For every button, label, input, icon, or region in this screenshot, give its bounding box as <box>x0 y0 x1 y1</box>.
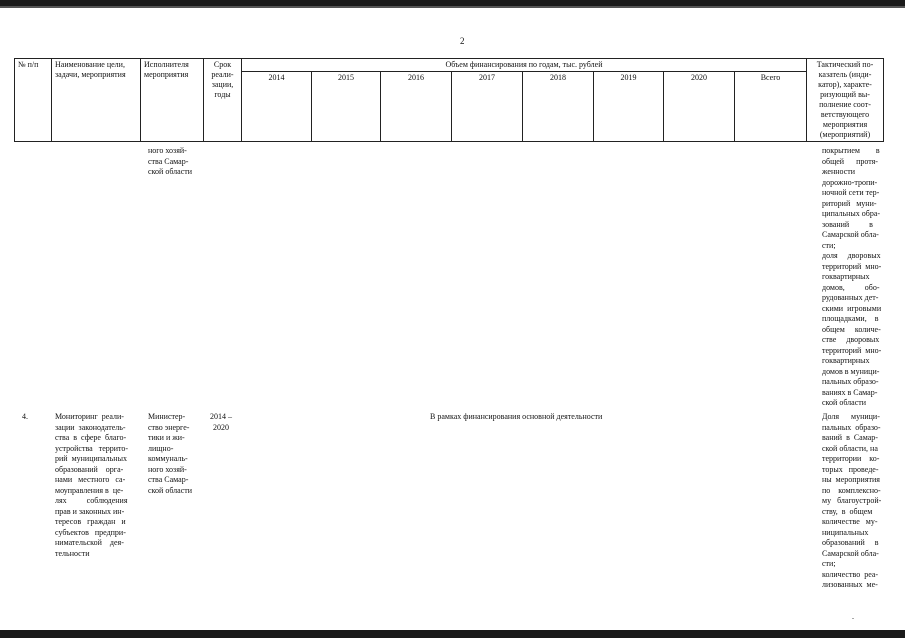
header-year: 2017 <box>452 72 523 142</box>
header-financing: Объем финансирования по годам, тыс. рублей <box>242 59 807 72</box>
header-year: 2016 <box>381 72 452 142</box>
header-total: Всего <box>735 72 807 142</box>
page-number: 2 <box>460 36 465 46</box>
header-year: 2020 <box>664 72 735 142</box>
bottom-border-bar <box>0 630 905 638</box>
header-year: 2019 <box>594 72 664 142</box>
footer-mark: . <box>852 612 854 621</box>
row-number: 4. <box>22 412 28 421</box>
header-num: № п/п <box>15 59 52 142</box>
cont-executor: ного хозяй- ства Самар- ской области <box>148 146 193 176</box>
top-border-line <box>0 6 905 8</box>
header-name: Наименование цели, задачи, мероприятия <box>52 59 141 142</box>
row-indicator: Доля муници- пальных образо- ваний в Самар- ской области, на территории ко- торых проведе- ны мероприятия по комплексно- му благоустрой- ству, в общем количестве му- ниципальных образований в Самарской обла- сти; количество реа- лизованных ме- <box>822 412 882 589</box>
row-executor: Министер- ство энерге- тики и жи- лищно- коммуналь- ного хозяй- ства Самар- ской области <box>148 412 193 495</box>
header-year: 2018 <box>523 72 594 142</box>
header-term: Срок реали- зации, годы <box>204 59 242 142</box>
cont-indicator: покрытием в общей протя- женности дорожно-тропи- ночной сети тер- риторий муни- ципальных обра- зований в Самарской обла- сти; доля дворовых территорий мно- гоквартирных домов, обо- рудованных дет- скими игровыми площадками, в общем количе- стве дворовых территорий мно- гоквартирных домов в муници- пальных образо- ваниях в Самар- ской области <box>822 146 882 407</box>
table-header <box>14 58 884 142</box>
row-name: Мониторинг реали- зации законодатель- ства в сфере благо- устройства террито- рий муниципальных образований орга- нами местного са- моуправления в це- лях соблюдения прав и законных ин- тересов граждан и субъектов предпри- нимательской дея- тельности <box>55 412 129 558</box>
row-term: 2014 – 2020 <box>210 412 232 432</box>
header-year: 2014 <box>242 72 312 142</box>
header-executors: Исполнителя мероприятия <box>141 59 204 142</box>
header-year: 2015 <box>312 72 381 142</box>
header-indicator: Тактический по- казатель (инди- катор), характе- ризующий вы- полнение соот- ветствующего мероприятия (мероприятий) <box>807 59 884 142</box>
row-financing: В рамках финансирования основной деятельности <box>430 412 603 421</box>
